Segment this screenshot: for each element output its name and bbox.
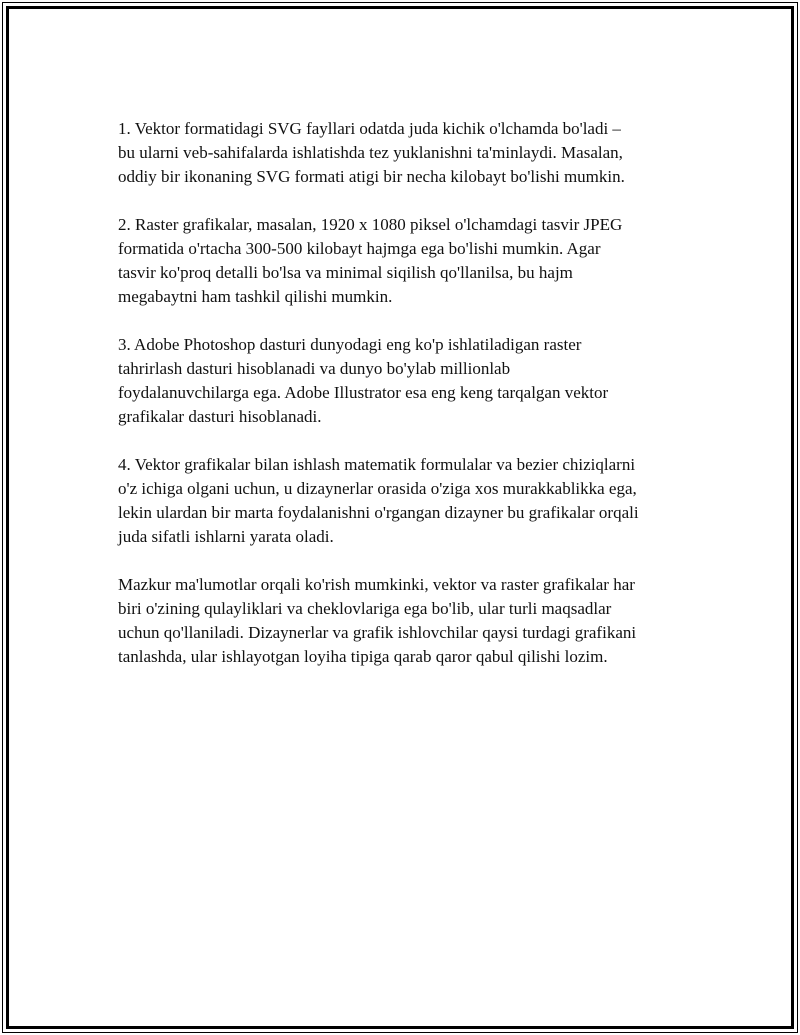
paragraph-4 xyxy=(118,453,698,549)
paragraph-line: biri o'zining qulayliklari va cheklovlariga ega bo'lib, ular turli maqsadlar xyxy=(118,599,612,618)
paragraph-line: megabaytni ham tashkil qilishi mumkin. xyxy=(118,287,393,306)
paragraph-line: lekin ulardan bir marta foydalanishni o'rgangan dizayner bu grafikalar orqali xyxy=(118,503,639,522)
paragraph-line: tanlashda, ular ishlayotgan loyiha tipiga qarab qaror qabul qilishi lozim. xyxy=(118,647,608,666)
paragraph-line: 3. Adobe Photoshop dasturi dunyodagi eng ko'p ishlatiladigan raster xyxy=(118,335,582,354)
paragraph-line: o'z ichiga olgani uchun, u dizaynerlar orasida o'ziga xos murakkablikka ega, xyxy=(118,479,637,498)
paragraph-line: bu ularni veb-sahifalarda ishlatishda tez yuklanishni ta'minlaydi. Masalan, xyxy=(118,143,623,162)
paragraph-line: grafikalar dasturi hisoblanadi. xyxy=(118,407,322,426)
paragraph-1 xyxy=(118,117,698,189)
paragraph-5 xyxy=(118,573,698,669)
paragraph-2 xyxy=(118,213,698,309)
paragraph-line: tasvir ko'proq detalli bo'lsa va minimal siqilish qo'llanilsa, bu hajm xyxy=(118,263,573,282)
paragraph-line: oddiy bir ikonaning SVG formati atigi bir necha kilobayt bo'lishi mumkin. xyxy=(118,167,625,186)
paragraph-line: Mazkur ma'lumotlar orqali ko'rish mumkinki, vektor va raster grafikalar har xyxy=(118,575,635,594)
paragraph-line: 1. Vektor formatidagi SVG fayllari odatda juda kichik o'lchamda bo'ladi – xyxy=(118,119,621,138)
document-body xyxy=(118,117,698,693)
paragraph-line: juda sifatli ishlarni yarata oladi. xyxy=(118,527,334,546)
paragraph-3 xyxy=(118,333,698,429)
paragraph-line: formatida o'rtacha 300-500 kilobayt hajmga ega bo'lishi mumkin. Agar xyxy=(118,239,601,258)
paragraph-line: foydalanuvchilarga ega. Adobe Illustrator esa eng keng tarqalgan vektor xyxy=(118,383,609,402)
paragraph-line: tahrirlash dasturi hisoblanadi va dunyo bo'ylab millionlab xyxy=(118,359,511,378)
paragraph-line: uchun qo'llaniladi. Dizaynerlar va grafik ishlovchilar qaysi turdagi grafikani xyxy=(118,623,637,642)
paragraph-line: 2. Raster grafikalar, masalan, 1920 x 1080 piksel o'lchamdagi tasvir JPEG xyxy=(118,215,623,234)
paragraph-line: 4. Vektor grafikalar bilan ishlash matematik formulalar va bezier chiziqlarni xyxy=(118,455,636,474)
